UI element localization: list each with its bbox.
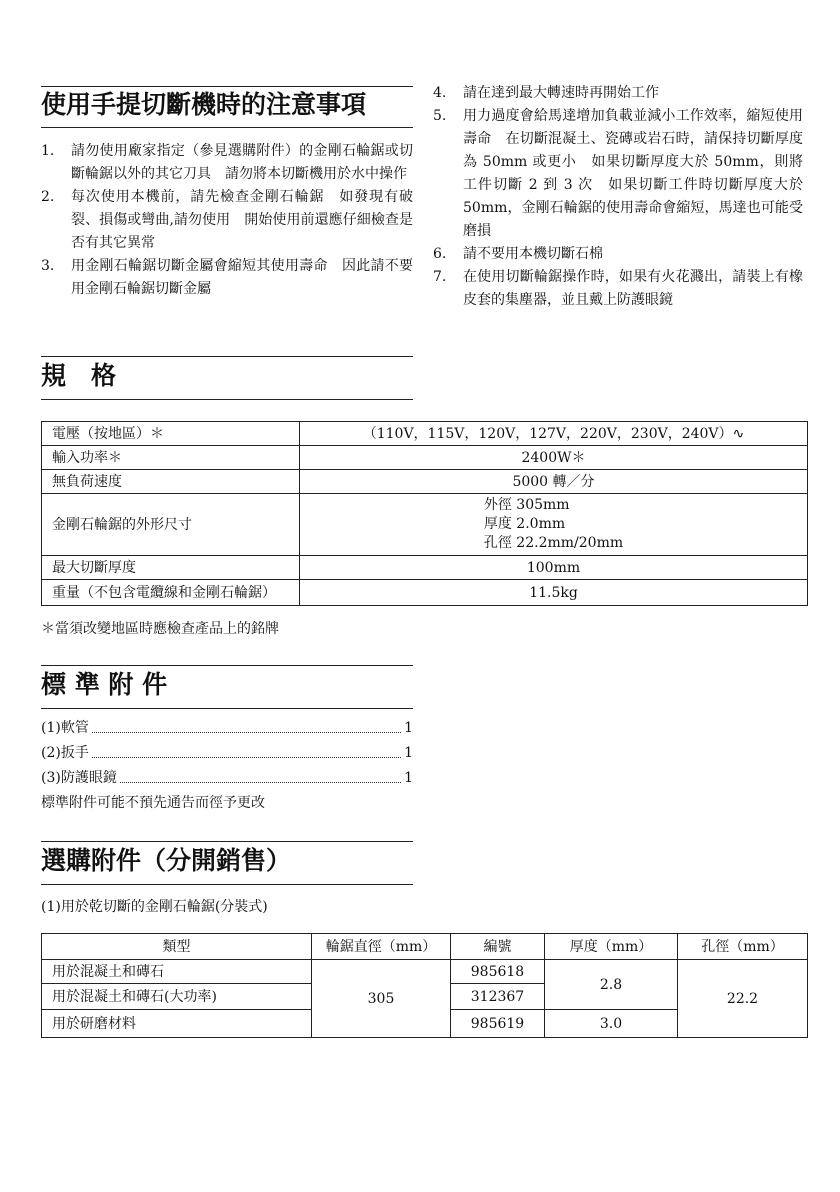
precaution-item-4 [433, 82, 803, 105]
standard-accessories-rule-bottom [41, 708, 413, 709]
table-row [42, 446, 808, 470]
list-item [41, 718, 413, 738]
optional-accessories-rule-top [41, 841, 413, 842]
precautions-list-left [41, 140, 413, 301]
table-row [42, 556, 808, 580]
dot-leader [92, 757, 401, 758]
spec-value: （110V，115V，120V，127V，220V，230V，240V）∿ [300, 422, 808, 446]
column-header: 孔徑（mm） [678, 934, 808, 960]
precaution-number: 4. [433, 85, 447, 101]
spec-label: 輸入功率＊ [42, 446, 300, 470]
spec-value-multiline [300, 494, 808, 556]
column-header: 編號 [451, 934, 545, 960]
precautions-rule-top [41, 86, 413, 87]
precaution-text: 用力過度會給馬達增加負載並減小工作效率，縮短使用壽命 在切斷混凝土、瓷磚或岩石時，請保持切斷厚度為 50mm 或更小 如果切斷厚度大於 50mm，則將工件切斷 2 到 3 次 如果切斷工件時切斷厚度大於 50mm，金剛石輪鋸的使用壽命會縮短，馬達也可能受磨損 [463, 108, 803, 239]
specs-title: 規 格 [41, 361, 117, 390]
precaution-number: 6. [433, 246, 447, 262]
precaution-text: 在使用切斷輪鋸操作時，如果有火花濺出，請裝上有橡皮套的集塵器，並且戴上防護眼鏡 [463, 269, 803, 308]
precaution-text: 請不要用本機切斷石棉 [463, 246, 603, 262]
blade-thickness: 3.0 [545, 1010, 678, 1038]
standard-accessories-title: 標 準 附 件 [41, 670, 168, 699]
accessory-qty: 1 [404, 720, 413, 736]
blade-thickness: 2.8 [545, 960, 678, 1010]
optional-accessories-title: 選購附件（分開銷售） [41, 846, 292, 875]
specs-footnote: ＊當須改變地區時應檢查產品上的銘牌 [41, 621, 279, 637]
precaution-item-5 [433, 105, 803, 243]
spec-label: 電壓（按地區）＊ [42, 422, 300, 446]
precaution-item-6 [433, 243, 803, 266]
table-row [42, 470, 808, 494]
table-row [42, 422, 808, 446]
blade-diameter: 305 [312, 960, 451, 1038]
spec-value: 11.5kg [300, 580, 808, 606]
standard-accessories-note: 標準附件可能不預先通告而徑予更改 [41, 795, 265, 811]
specs-table [41, 421, 808, 606]
spec-label: 金剛石輪鋸的外形尺寸 [42, 494, 300, 556]
precautions-title: 使用手提切斷機時的注意事項 [41, 90, 367, 119]
table-row [42, 960, 808, 984]
table-header-row [42, 934, 808, 960]
specs-rule-top [41, 356, 413, 357]
specs-rule-bottom [41, 399, 413, 400]
accessory-qty: 1 [404, 770, 413, 786]
optional-accessories-subtitle: (1)用於乾切斷的金剛石輪鋸(分裝式) [41, 899, 268, 915]
table-row [42, 580, 808, 606]
blade-type: 用於混凝土和磚石(大功率) [42, 984, 312, 1010]
precaution-item-2 [41, 186, 413, 255]
precaution-text: 用金剛石輪鋸切斷金屬會縮短其使用壽命 因此請不要用金剛石輪鋸切斷金屬 [71, 258, 413, 297]
accessory-qty: 1 [404, 745, 413, 761]
dot-leader [120, 782, 401, 783]
precaution-item-7 [433, 266, 803, 312]
precaution-text: 請在達到最大轉速時再開始工作 [463, 85, 659, 101]
optional-accessories-table [41, 933, 808, 1038]
standard-accessories-rule-top [41, 665, 413, 666]
list-item [41, 768, 413, 788]
dot-leader [92, 732, 401, 733]
spec-value: 2400W＊ [300, 446, 808, 470]
list-item [41, 743, 413, 763]
spec-line: 外徑 305mm [483, 497, 570, 513]
precaution-text: 每次使用本機前，請先檢查金剛石輪鋸 如發現有破裂、損傷或彎曲,請勿使用 開始使用前還應仔細檢查是否有其它異常 [71, 189, 413, 251]
spec-label: 最大切斷厚度 [42, 556, 300, 580]
precaution-item-3 [41, 255, 413, 301]
spec-label: 重量（不包含電纜線和金剛石輪鋸） [42, 580, 300, 606]
accessory-name: (2)扳手 [41, 745, 89, 761]
table-row [42, 494, 808, 556]
spec-line: 厚度 2.0mm [483, 516, 566, 532]
precautions-rule-bottom [41, 127, 413, 128]
blade-code: 312367 [451, 984, 545, 1010]
column-header: 輪鋸直徑（mm） [312, 934, 451, 960]
optional-accessories-rule-bottom [41, 884, 413, 885]
precaution-number: 1. [41, 143, 55, 159]
blade-type: 用於混凝土和磚石 [42, 960, 312, 984]
blade-code: 985619 [451, 1010, 545, 1038]
precaution-text: 請勿使用廠家指定（參見選購附件）的金剛石輪鋸或切斷輪鋸以外的其它刀具 請勿將本切斷機用於水中操作 [71, 143, 413, 182]
column-header: 類型 [42, 934, 312, 960]
precaution-number: 3. [41, 258, 55, 274]
spec-label: 無負荷速度 [42, 470, 300, 494]
blade-type: 用於研磨材料 [42, 1010, 312, 1038]
spec-value: 5000 轉／分 [300, 470, 808, 494]
precaution-number: 5. [433, 108, 447, 124]
accessory-name: (3)防護眼鏡 [41, 770, 117, 786]
blade-bore: 22.2 [678, 960, 808, 1038]
blade-code: 985618 [451, 960, 545, 984]
column-header: 厚度（mm） [545, 934, 678, 960]
precaution-number: 2. [41, 189, 55, 205]
precautions-list-right [433, 82, 803, 312]
spec-value: 100mm [300, 556, 808, 580]
accessory-name: (1)軟管 [41, 720, 89, 736]
precaution-item-1 [41, 140, 413, 186]
precaution-number: 7. [433, 269, 447, 285]
spec-line: 孔徑 22.2mm/20mm [483, 535, 624, 551]
